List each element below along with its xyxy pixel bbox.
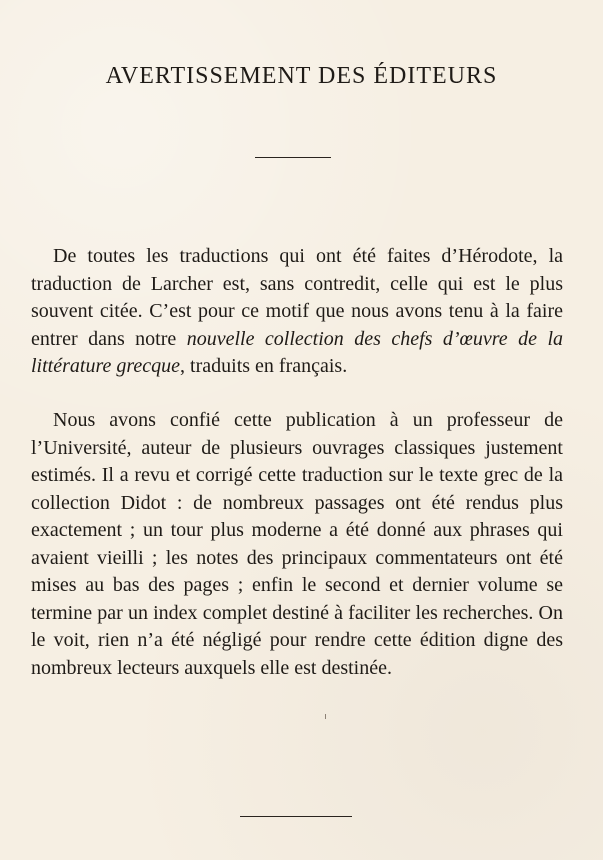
bottom-divider [240,816,352,817]
page-title: AVERTISSEMENT DES ÉDITEURS [105,63,498,89]
paragraph-2: Nous avons confié cette publication à un professeur de l’Université, auteur de plusieurs ouvrages classiques justement estimés. Il a revu et corrigé cette traduction sur le texte grec de la collection Didot : de nombreux passages ont été rendus plus exactement ; un tour plus moderne a été donné aux phrases qui avaient vieilli ; les notes des principaux commentateurs ont été mises au bas des pages ; enfin le second et dernier volume se termine par un index complet destiné à faciliter les recherches. On le voit, rien n’a été négligé pour rendre cette édition digne des nombreux lecteurs auxquels elle est destinée. [31,409,563,679]
paragraph-1-ending: , traduits en français. [180,355,348,377]
top-divider [255,157,331,158]
paragraph-1 [31,243,563,381]
small-ink-mark [325,714,326,719]
paragraph-1-italic: nouvelle collection des chefs d’œuvre de la littérature grecque [31,327,563,377]
paragraph-1-intro: De toutes les traductions qui ont été faites d’Hérodote, la traduction de Larcher est, sans contredit, celle qui est le plus souvent citée. C’est pour ce motif que nous avons tenu à la faire entrer dans notre [31,245,563,350]
